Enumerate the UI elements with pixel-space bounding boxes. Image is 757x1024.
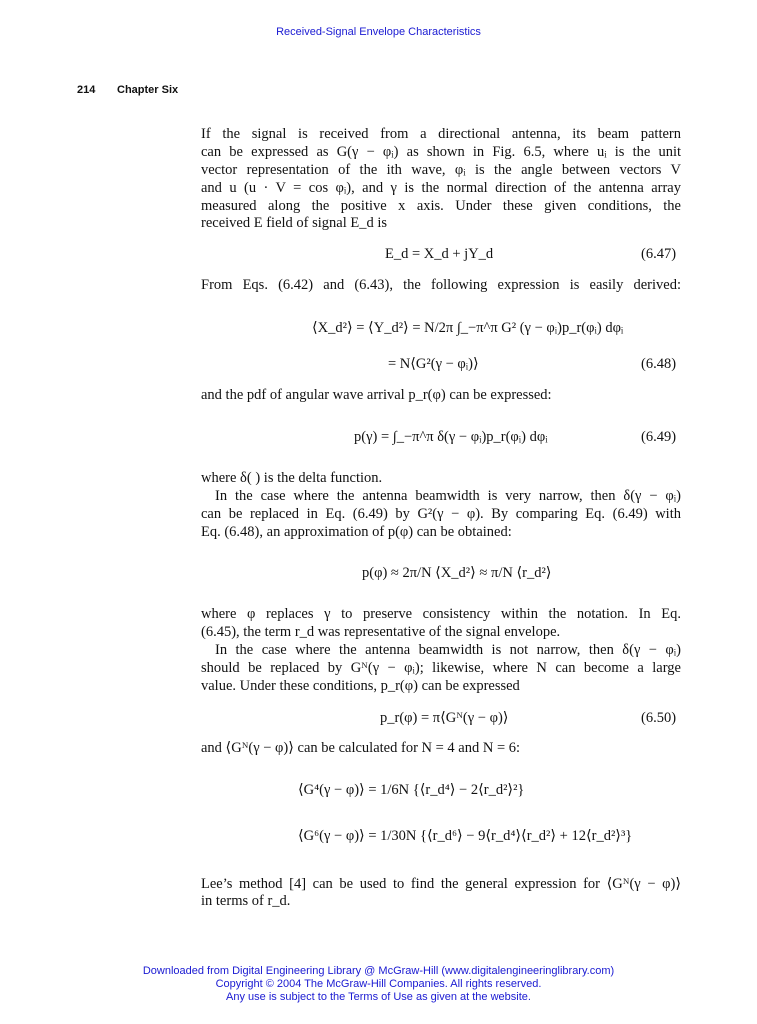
equation-6-48-line2: = N⟨G²(γ − φᵢ)⟩ [388,356,479,372]
text-line: received E field of signal E_d is [201,215,388,231]
footer-terms-link[interactable]: Any use is subject to the Terms of Use as given at the website. [226,991,531,1003]
text-line: In the case where the antenna beamwidth is not narrow, then δ(γ − φᵢ) [215,642,681,658]
text-line: should be replaced by Gᴺ(γ − φᵢ); likewise, where N can become a large [201,660,681,676]
text-line: value. Under these conditions, p_r(φ) can be expressed [201,678,520,694]
running-header: Received-Signal Envelope Characteristics [276,26,481,38]
text-line: (6.45), the term r_d was representative of the signal envelope. [201,624,561,640]
text-line: Eq. (6.48), an approximation of p(φ) can be obtained: [201,524,512,540]
text-line: and u (u · V = cos φᵢ), and γ is the normal direction of the antenna array [201,180,681,196]
text-line: vector representation of the ith wave, φᵢ is the angle between vectors V [201,162,681,178]
chapter-label: Chapter Six [117,84,179,96]
equation-6-49: p(γ) = ∫_−π^π δ(γ − φᵢ)p_r(φᵢ) dφᵢ [354,429,548,445]
equation-6-47: E_d = X_d + jY_d [385,246,494,262]
equation-number: (6.49) [641,429,677,445]
equation-approximation: p(φ) ≈ 2π/N ⟨X_d²⟩ ≈ π/N ⟨r_d²⟩ [362,565,552,581]
equation-number: (6.50) [641,710,677,726]
text-line: Lee’s method [4] can be used to find the general expression for ⟨Gᴺ(γ − φ)⟩ [201,876,681,892]
text-line: From Eqs. (6.42) and (6.43), the following expression is easily derived: [201,277,681,293]
page-number: 214 [77,84,96,96]
text-line: in terms of r_d. [201,893,291,909]
text-line: and the pdf of angular wave arrival p_r(φ) can be expressed: [201,387,552,403]
text-line: can be replaced in Eq. (6.49) by G²(γ − φ). By comparing Eq. (6.49) with [201,506,681,522]
equation-g4: ⟨G⁴(γ − φ)⟩ = 1/6N {⟨r_d⁴⟩ − 2⟨r_d²⟩²} [298,782,525,798]
equation-number: (6.47) [641,246,677,262]
text-line: where φ replaces γ to preserve consistency within the notation. In Eq. [201,606,681,622]
text-line: If the signal is received from a directional antenna, its beam pattern [201,126,681,142]
equation-6-50: p_r(φ) = π⟨Gᴺ(γ − φ)⟩ [380,710,509,726]
equation-g6: ⟨G⁶(γ − φ)⟩ = 1/30N {⟨r_d⁶⟩ − 9⟨r_d⁴⟩⟨r_d²⟩ + 12⟨r_d²⟩³} [298,828,633,844]
text-line: and ⟨Gᴺ(γ − φ)⟩ can be calculated for N = 4 and N = 6: [201,740,521,756]
text-line: can be expressed as G(γ − φᵢ) as shown in Fig. 6.5, where uᵢ is the unit [201,144,681,160]
footer-download-link[interactable]: Downloaded from Digital Engineering Library @ McGraw-Hill (www.digitalengineeringlibrary.com) [142,965,615,977]
text-line: where δ( ) is the delta function. [201,470,383,486]
text-line: measured along the positive x axis. Under these given conditions, the [201,198,681,214]
footer-copyright: Copyright © 2004 The McGraw-Hill Companies. All rights reserved. [215,978,542,990]
equation-number: (6.48) [641,356,677,372]
text-line: In the case where the antenna beamwidth is very narrow, then δ(γ − φᵢ) [215,488,681,504]
equation-6-48-line1: ⟨X_d²⟩ = ⟨Y_d²⟩ = N/2π ∫_−π^π G² (γ − φᵢ)p_r(φᵢ) dφᵢ [312,320,624,336]
